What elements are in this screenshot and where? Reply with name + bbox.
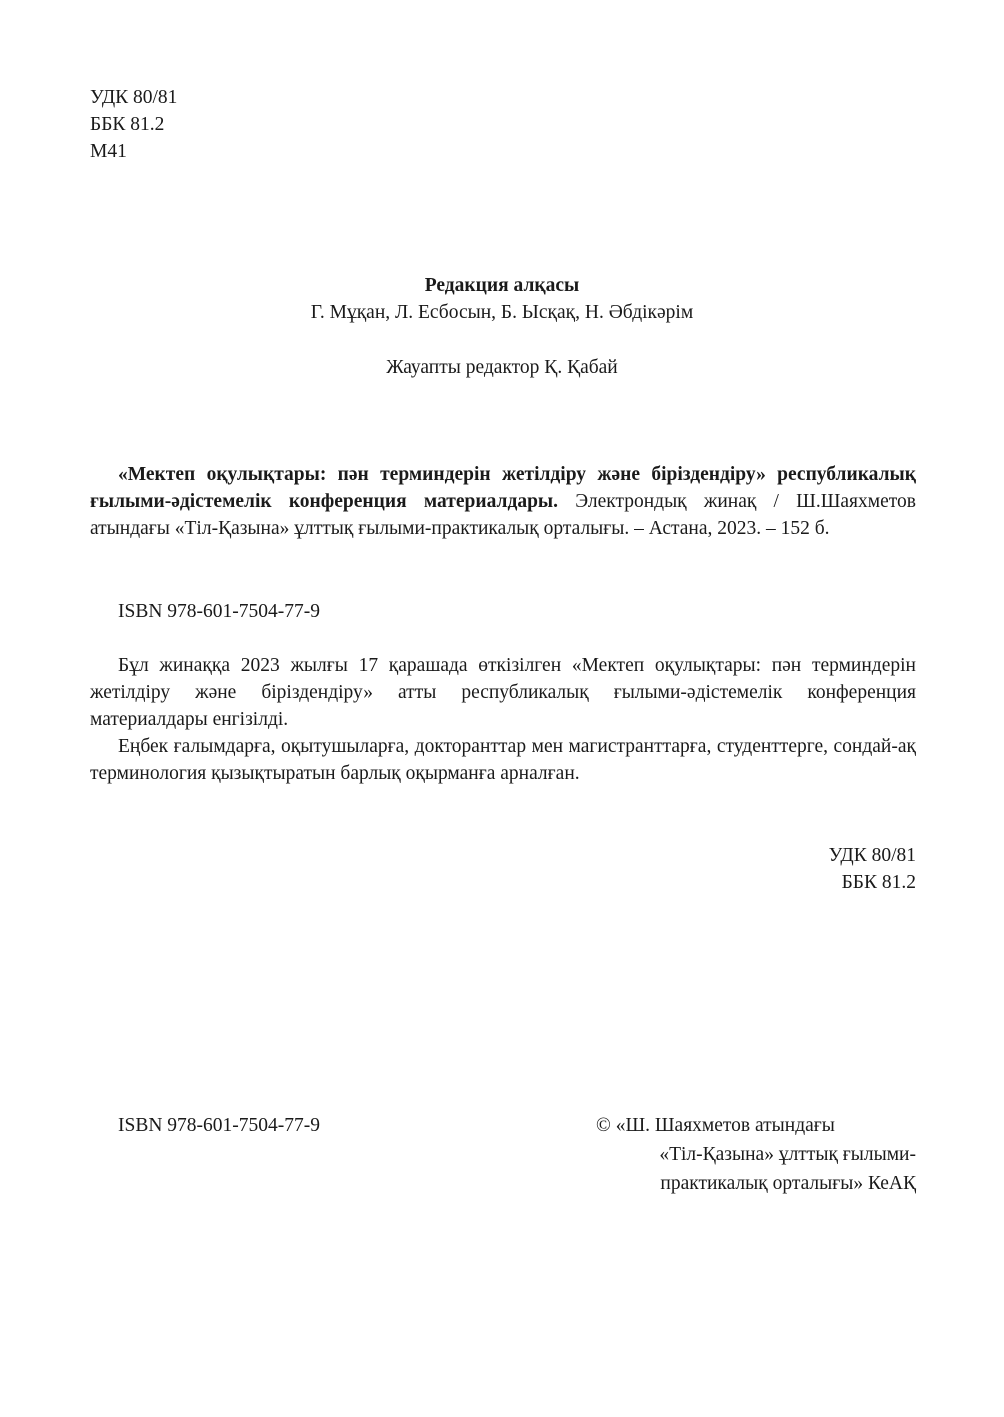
isbn: ISBN 978-601-7504-77-9 <box>118 601 321 622</box>
annotation <box>90 652 916 787</box>
editorial-board-members: Г. Мұқан, Л. Есбосын, Б. Ысқақ, Н. Әбдікәрім <box>310 302 694 323</box>
bbk-code: ББК 81.2 <box>841 872 916 893</box>
copyright-line: «Тіл-Қазына» ұлттық ғылыми- <box>659 1144 916 1165</box>
author-mark: М41 <box>90 141 127 162</box>
bibliographic-description <box>90 461 916 542</box>
udk-code: УДК 80/81 <box>90 87 178 108</box>
udk-code: УДК 80/81 <box>828 845 916 866</box>
editorial-board <box>0 272 1004 326</box>
copyright-notice <box>560 1112 916 1199</box>
responsible-editor: Жауапты редактор Қ. Қабай <box>386 357 618 378</box>
classification-codes-top <box>90 84 177 165</box>
editorial-board-title: Редакция алқасы <box>424 275 580 296</box>
annotation-paragraph: Еңбек ғалымдарға, оқытушыларға, докторанттар мен магистранттарға, студенттерге, сондай-ақ терминология қызықтыратын барлық оқырманға арналған. <box>90 736 916 784</box>
footer-isbn: ISBN 978-601-7504-77-9 <box>118 1115 321 1136</box>
publication-title: «Мектеп оқулықтары: пән терминдерін жетілдіру және біріздендіру» республикалық ғылыми-әдістемелік конференция материалдары. <box>90 464 916 512</box>
copyright-line: © «Ш. Шаяхметов атындағы <box>596 1115 835 1136</box>
annotation-paragraph: Бұл жинаққа 2023 жылғы 17 қарашада өткізілген «Мектеп оқулықтары: пән терминдерін жетілдіру және біріздендіру» атты республикалық ғылыми-әдістемелік конференция материалдары енгізілді. <box>90 655 916 730</box>
publication-details: Электрондық жинақ / Ш.Шаяхметов атындағы «Тіл-Қазына» ұлттық ғылыми-практикалық орталығы. – Астана, 2023. – 152 б. <box>90 491 916 539</box>
copyright-line: практикалық орталығы» КеАҚ <box>660 1173 916 1194</box>
classification-codes-bottom <box>700 842 916 896</box>
bbk-code: ББК 81.2 <box>90 114 165 135</box>
